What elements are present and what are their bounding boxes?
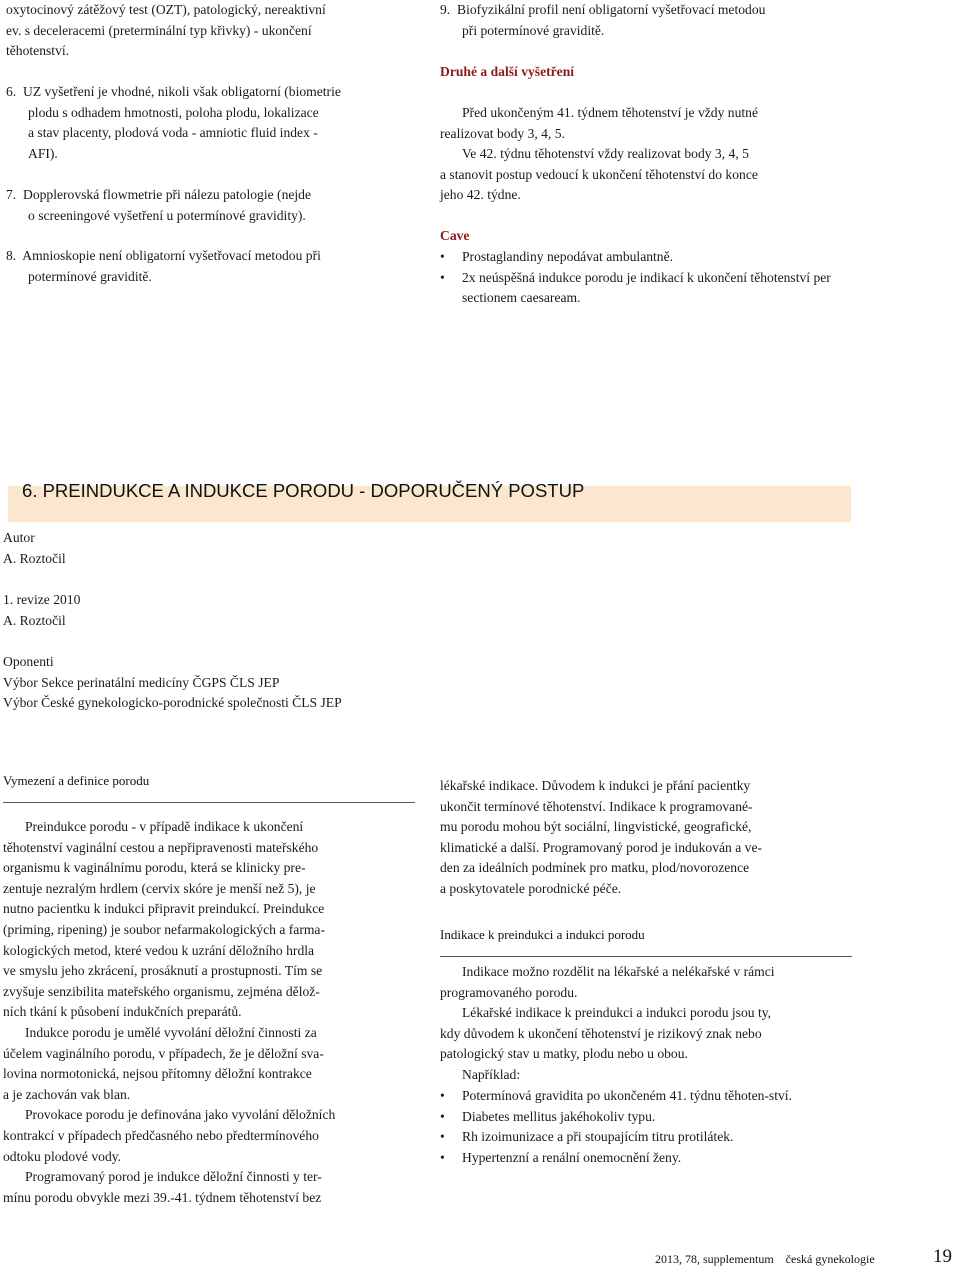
paragraph-line: ve smyslu jeho zkrácení, prosáknutí a prostupnosti. Tím se (3, 963, 323, 979)
paragraph-line: nutno pacientku k indukci připravit preindukcí. Preindukce (3, 901, 325, 917)
item-number: 9. (440, 2, 451, 17)
paragraph-line: Preindukce porodu - v případě indikace k ukončení (25, 819, 304, 834)
paragraph-line: kontrakcí v případech předčasného nebo předtermínového (3, 1127, 319, 1143)
second-exam-text (440, 103, 860, 206)
paragraph-line: patologický stav u matky, plodu nebo u obou. (440, 1046, 688, 1062)
paragraph-line: účelem vaginálního porodu, v případech, že je děložní sva- (3, 1045, 324, 1061)
item-number: 8. (6, 248, 17, 263)
continuation-line: ev. s deceleracemi (preterminální typ křivky) - ukončení (6, 22, 312, 38)
item-text: plodu s odhadem hmotnosti, poloha plodu, lokalizace (28, 104, 319, 120)
list-item: • Hypertenzní a renální onemocnění ženy. (440, 1148, 840, 1169)
section-heading-second-exam: Druhé a další vyšetření (440, 64, 575, 79)
item-text: Biofyzikální profil není obligatorní vyšetřovací metodou (457, 2, 766, 17)
item-text: o screeningové vyšetření u potermínové gravidity). (28, 207, 306, 223)
subheading-rule (440, 956, 852, 957)
example-label: Například: (462, 1066, 521, 1082)
paragraph-line: organismu k vaginálnímu porodu, která se klinicky pre- (3, 860, 306, 876)
paragraph-line: ukončit termínové těhotenství. Indikace k programované- (440, 798, 753, 814)
bullet-icon: • (440, 1088, 445, 1103)
item-text: AFI). (28, 145, 58, 161)
subheading-rule (3, 802, 415, 803)
revision-label: 1. revize 2010 (3, 592, 81, 607)
item-number: 6. (6, 84, 17, 99)
paragraph-line: odtoku plodové vody. (3, 1148, 122, 1164)
revision-name: A. Roztočil (3, 612, 66, 628)
paragraph-line: Programovaný porod je indukce děložní činnosti y ter- (25, 1169, 322, 1185)
item-text: potermínové graviditě. (28, 268, 152, 284)
paragraph-line: mínu porodu obvykle mezi 39.-41. týdnem těhotenství bez (3, 1189, 322, 1205)
paragraph-line: programovaného porodu. (440, 984, 578, 1000)
paragraph-line: těhotenství vaginální cestou a nepřipravenosti mateřského (3, 839, 319, 855)
bullet-icon: • (440, 1149, 445, 1165)
paragraph-line: klimatické a další. Programovaný porod je indukován a ve- (440, 839, 763, 855)
item-text: a stav placenty, plodová voda - amniotic fluid index - (28, 125, 318, 141)
list-item: • 2x neúspěšná indukce porodu je indikací k ukončení těhotenství per sectionem caesaream. (440, 269, 831, 306)
author-block (3, 528, 503, 569)
cave-list (440, 247, 840, 309)
subheading-definition: Vymezení a definice porodu (3, 773, 150, 788)
paragraph-line: a poskytovatele porodnické péče. (440, 880, 622, 896)
paragraph-line: lékařské indikace. Důvodem k indukci je přání pacientky (440, 778, 751, 793)
list-item-8 (6, 246, 424, 287)
item-text: při potermínové graviditě. (462, 22, 605, 38)
list-item-9 (440, 0, 860, 41)
opponent: Výbor České gynekologicko-porodnické společnosti ČLS JEP (3, 695, 342, 711)
paragraph-line: a stanovit postup vedoucí k ukončení těhotenství do konce (440, 166, 758, 182)
opponent: Výbor Sekce perinatální medicíny ČGPS ČLS JEP (3, 674, 280, 690)
revision-block (3, 590, 503, 631)
paragraph-line: lovina normotonická, nejsou přítomny děložní kontrakce (3, 1066, 312, 1082)
list-item: • Diabetes mellitus jakéhokoliv typu. (440, 1107, 840, 1128)
author-name: A. Roztočil (3, 550, 66, 566)
paragraph-line: Provokace porodu je definována jako vyvolání děložních (25, 1107, 336, 1123)
author-label: Autor (3, 530, 35, 545)
bullet-icon: • (440, 269, 445, 285)
indication-list (440, 1086, 840, 1168)
list-item: • Rh izoimunizace a při stoupajícím titru protilátek. (440, 1127, 840, 1148)
continuation-line: těhotenství. (6, 43, 70, 59)
paragraph-line: Indukce porodu je umělé vyvolání děložní činnosti za (25, 1024, 317, 1040)
opponents-label: Oponenti (3, 654, 54, 669)
section-title: 6. PREINDUKCE A INDUKCE PORODU - DOPORUČENÝ POSTUP (22, 480, 585, 501)
paragraph-line: Lékařské indikace k preindukci a indukci porodu jsou ty, (462, 1005, 772, 1021)
indication-text (440, 776, 858, 900)
cave-heading: Cave (440, 228, 470, 243)
item-text: Amnioskopie není obligatorní vyšetřovací metodou při (22, 248, 321, 263)
list-item: • Prostaglandiny nepodávat ambulantně. (440, 247, 840, 268)
top-left-column (6, 0, 424, 62)
paragraph-line: a je zachován vak blan. (3, 1086, 131, 1102)
paragraph-line: den za ideálních podmínek pro matku, plod/novorozence (440, 860, 750, 876)
item-text: Dopplerovská flowmetrie při nálezu patologie (nejde (23, 187, 312, 202)
paragraph-line: (priming, ripening) je soubor nefarmakologických a farma- (3, 921, 325, 937)
indication-paragraphs (440, 962, 858, 1086)
paragraph-line: Ve 42. týdnu těhotenství vždy realizovat body 3, 4, 5 (462, 146, 749, 162)
bullet-icon: • (440, 249, 445, 264)
paragraph-line: ních tkání k působení indukčních preparátů. (3, 1004, 242, 1020)
subheading-indications: Indikace k preindukci a indukci porodu (440, 927, 645, 942)
opponents-block (3, 652, 603, 714)
list-item-7 (6, 185, 424, 226)
list-item-6 (6, 82, 424, 164)
bullet-icon: • (440, 1108, 445, 1124)
page-number: 19 (933, 1246, 952, 1267)
paragraph-line: jeho 42. týdne. (440, 187, 521, 203)
paragraph-line: realizovat body 3, 4, 5. (440, 125, 565, 141)
definition-text (3, 817, 420, 1208)
item-number: 7. (6, 187, 17, 202)
bullet-icon: • (440, 1129, 445, 1145)
paragraph-line: kologických metod, které vedou k uzrání děložního hrdla (3, 942, 315, 958)
continuation-line: oxytocinový zátěžový test (OZT), patologický, nereaktivní (6, 2, 326, 17)
paragraph-line: Indikace možno rozdělit na lékařské a nelékařské v rámci (462, 964, 775, 979)
item-text: UZ vyšetření je vhodné, nikoli však obligatorní (biometrie (23, 84, 341, 99)
paragraph-line: kdy důvodem k ukončení těhotenství je rizikový znak nebo (440, 1025, 762, 1041)
journal-name: česká gynekologie (785, 1252, 875, 1266)
paragraph-line: zvyšuje senzibilita mateřského organismu, zejména dělož- (3, 983, 320, 999)
footer-journal-info (655, 1252, 875, 1267)
paragraph-line: zentuje nezralým hrdlem (cervix skóre je menší než 5), je (3, 880, 316, 896)
list-item: • Potermínová gravidita po ukončeném 41. týdnu těhoten-ství. (440, 1086, 840, 1107)
paragraph-line: Před ukončeným 41. týdnem těhotenství je vždy nutné (462, 105, 758, 120)
paragraph-line: mu porodu mohou být sociální, lingvistické, geografické, (440, 819, 752, 835)
journal-issue: 2013, 78, supplementum (655, 1252, 774, 1266)
